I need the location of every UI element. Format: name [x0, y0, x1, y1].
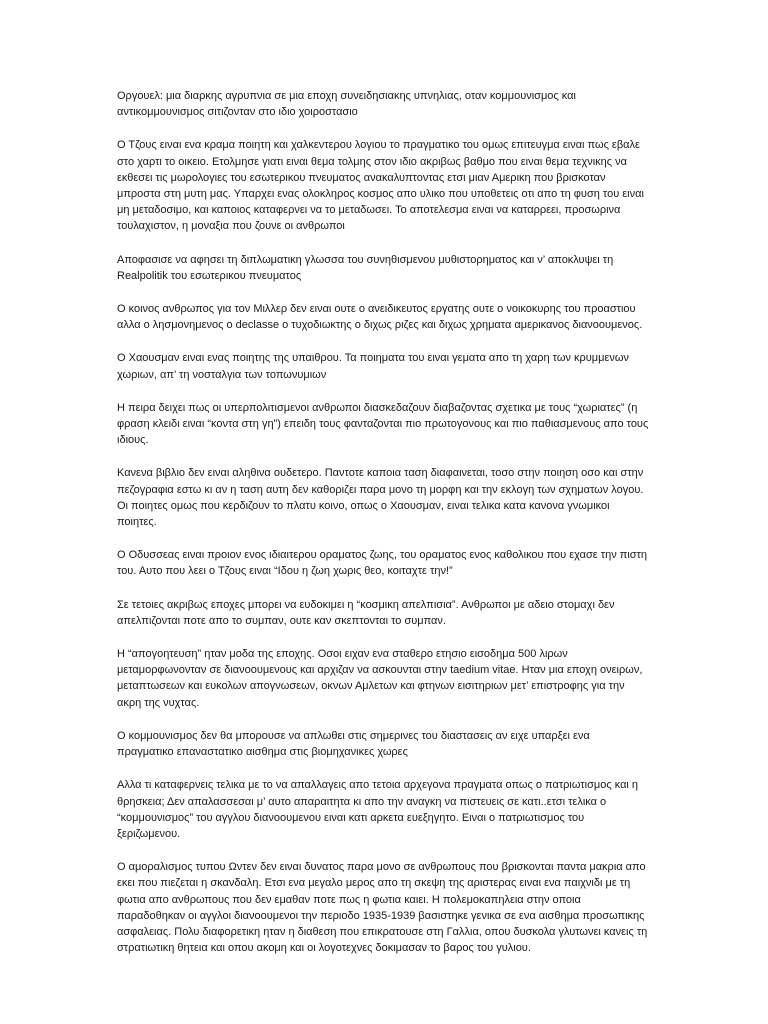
- paragraph-disillusionment: Η “απογοητευση” ηταν μοδα της εποχης. Οσοι ειχαν ενα σταθερο ετησιο εισοδημα 500 λιρων μεταμορφωνονταν σε διανοουμενους και αρχιζαν να ασκουνται στην taedium vitae. Ηταν μια εποχη ονειρων, μεταπτωσεων και ευκολων απογνωσεων, οκνων Αμλετων και φτηνων εισιτηριων μετ’ επιστροφης για την ακρη της νυχτας.: [117, 648, 643, 709]
- paragraph-neutral-book: Κανενα βιβλιο δεν ειναι αληθινα ουδετερο. Παντοτε καποια ταση διαφαινεται, τοσο στην ποιηση οσο και στην πεζογραφια εστω κι αν η ταση αυτη δεν καθοριζει παρα μονο τη μορφη και την εκλογη των σχηματων λογου. Οι ποιητες ομως που κερδιζουν το πλατυ κοινο, οπως ο Χαουσμαν, ειναι τελικα κατα κανονα γνωμικοι ποιητες.: [117, 467, 644, 529]
- document-page: [117, 88, 649, 973]
- paragraph-joyce: Ο Τζους ειναι ενα κραμα ποιητη και χαλκεντερου λογιου το πραγματικο του ομως επιτευγμα ειναι πως εβαλε στο χαρτι το οικειο. Ετολμησε γιατι ειναι θεμα τολμης στον ιδιο ακριβως βαθμο που ειναι θεμα τεχνικης να εκθεσει τις μωρολογιες του εσωτερικου πνευματος ανακαλυπτοντας ετσι μιαν Αμερικη που βρισκοταν μπροστα στη μυτη μας. Υπαρχει ενας ολοκληρος κοσμος απο υλικο που υποθετεις οτι απο τη φυση του ειναι μη μεταδοσιμο, και καποιος καταφερνει να το μεταδωσει. Το αποτελεσμα ειναι να καταρρεει, προσωρινα τουλαχιστον, η μοναξια που ζουνε οι ανθρωποι: [117, 139, 644, 233]
- paragraph-communism: Ο κομμουνισμος δεν θα μπορουσε να απλωθει στις σημερινες του διαστασεις αν ειχε υπαρξει ενα πραγματικο επαναστατικο αισθημα στις βιομηχανικες χωρες: [117, 729, 590, 759]
- paragraph-housman: Ο Χαουσμαν ειναι ενας ποιητης της υπαιθρου. Τα ποιηματα του ειναι γεματα απο τη χαρη των κρυμμενων χωριων, απ’ τη νοσταλγια των τοπωνυμιων: [117, 352, 629, 381]
- paragraph-ulysses: Ο Οδυσσεας ειναι προιον ενος ιδιαιτερου οραματος ζωης, του οραματος ενος καθολικου που εχασε την πιστη του. Αυτο που λεει ο Τζους ειναι “Ιδου η ζωη χωρις θεο, κοιταχτε την!”: [117, 549, 648, 578]
- paragraph-auden: Ο αμοραλισμος τυπου Ωντεν δεν ειναι δυνατος παρα μονο σε ανθρωπους που βρισκονται παντα μακρια απο εκει που πιεζεται η σκανδαλη. Ετσι ενα μεγαλο μερος απο τη σκεψη της αριστερας ειναι ενα παιχνιδι με τη φωτια απο ανθρωπους που δεν εμαθαν ποτε πως η φωτια καιει. Η πολεμοκαπηλεια στην οποια παραδοθηκαν οι αγγλοι διανοουμενοι την περιοδο 1935-1939 βασιστηκε γενικα σε ενα αισθημα προσωπικης ασφαλειας. Πολυ διαφορετικη ηταν η διαθεση που επικρατουσε στη Γαλλια, οπου δυσκολα γλυτωνει κανεις τη στρατιωτικη θητεια και οπου ακομη και οι λογοτεχνες δοκιμασαν το βαρος του γυλιου.: [117, 861, 648, 955]
- paragraph-orwell: Οργουελ: μια διαρκης αγρυπνια σε μια εποχη συνειδησιακης υπνηλιας, οταν κομμουνισμος και αντικομμουνισμος σιτιζονταν στο ιδιο χοιροστασιο: [117, 90, 576, 119]
- paragraph-villagers: Η πειρα δειχει πως οι υπερπολιτισμενοι ανθρωποι διασκεδαζουν διαβαζοντας σχετικα με τους “χωριατες” (η φραση κλειδι ειναι “κοντα στη γη”) επειδη τους φανταζονται πιο πρωτογονους και πιο παθιασμενους απο τους ιδιους.: [117, 401, 649, 447]
- paragraph-cosmic-despair: Σε τετοιες ακριβως εποχες μπορει να ευδοκιμει η “κοσμικη απελπισια”. Ανθρωποι με αδειο στομαχι δεν απελπιζονται ποτε απο το συμπαν, ουτε καν σκεπτονται το συμπαν.: [117, 598, 615, 627]
- paragraph-patriotism: Αλλα τι καταφερνεις τελικα με το να απαλλαγεις απο τετοια αρχεγονα πραγματα οπως ο πατριωτισμος και η θρησκεια; Δεν απαλασσεσαι μ’ αυτο απαραιτητα κι απο την αναγκη να πιστευεις σε κατι..ετσι τελικα ο “κομμουνισμος” του αγγλου διανοουμενου ειναι κατι αρκετα ευεξηγητο. Ειναι ο πατριωτισμος του ξεριζωμενου.: [117, 779, 639, 840]
- paragraph-realpolitik: Αποφασισε να αφησει τη διπλωματικη γλωσσα του συνηθισμενου μυθιστορηματος και ν’ αποκλυψει τη Realpolitik του εσωτερικου πνευματος: [117, 253, 614, 282]
- paragraph-miller: Ο κοινος ανθρωπος για τον Μιλλερ δεν ειναι ουτε ο ανειδικευτος εργατης ουτε ο νοικοκυρης του προαστιου αλλα ο λησμονημενος ο declasse ο τυχοδιωκτης ο διχως ριζες και διχως χρηματα αμερικανος διανοουμενος.: [117, 303, 643, 332]
